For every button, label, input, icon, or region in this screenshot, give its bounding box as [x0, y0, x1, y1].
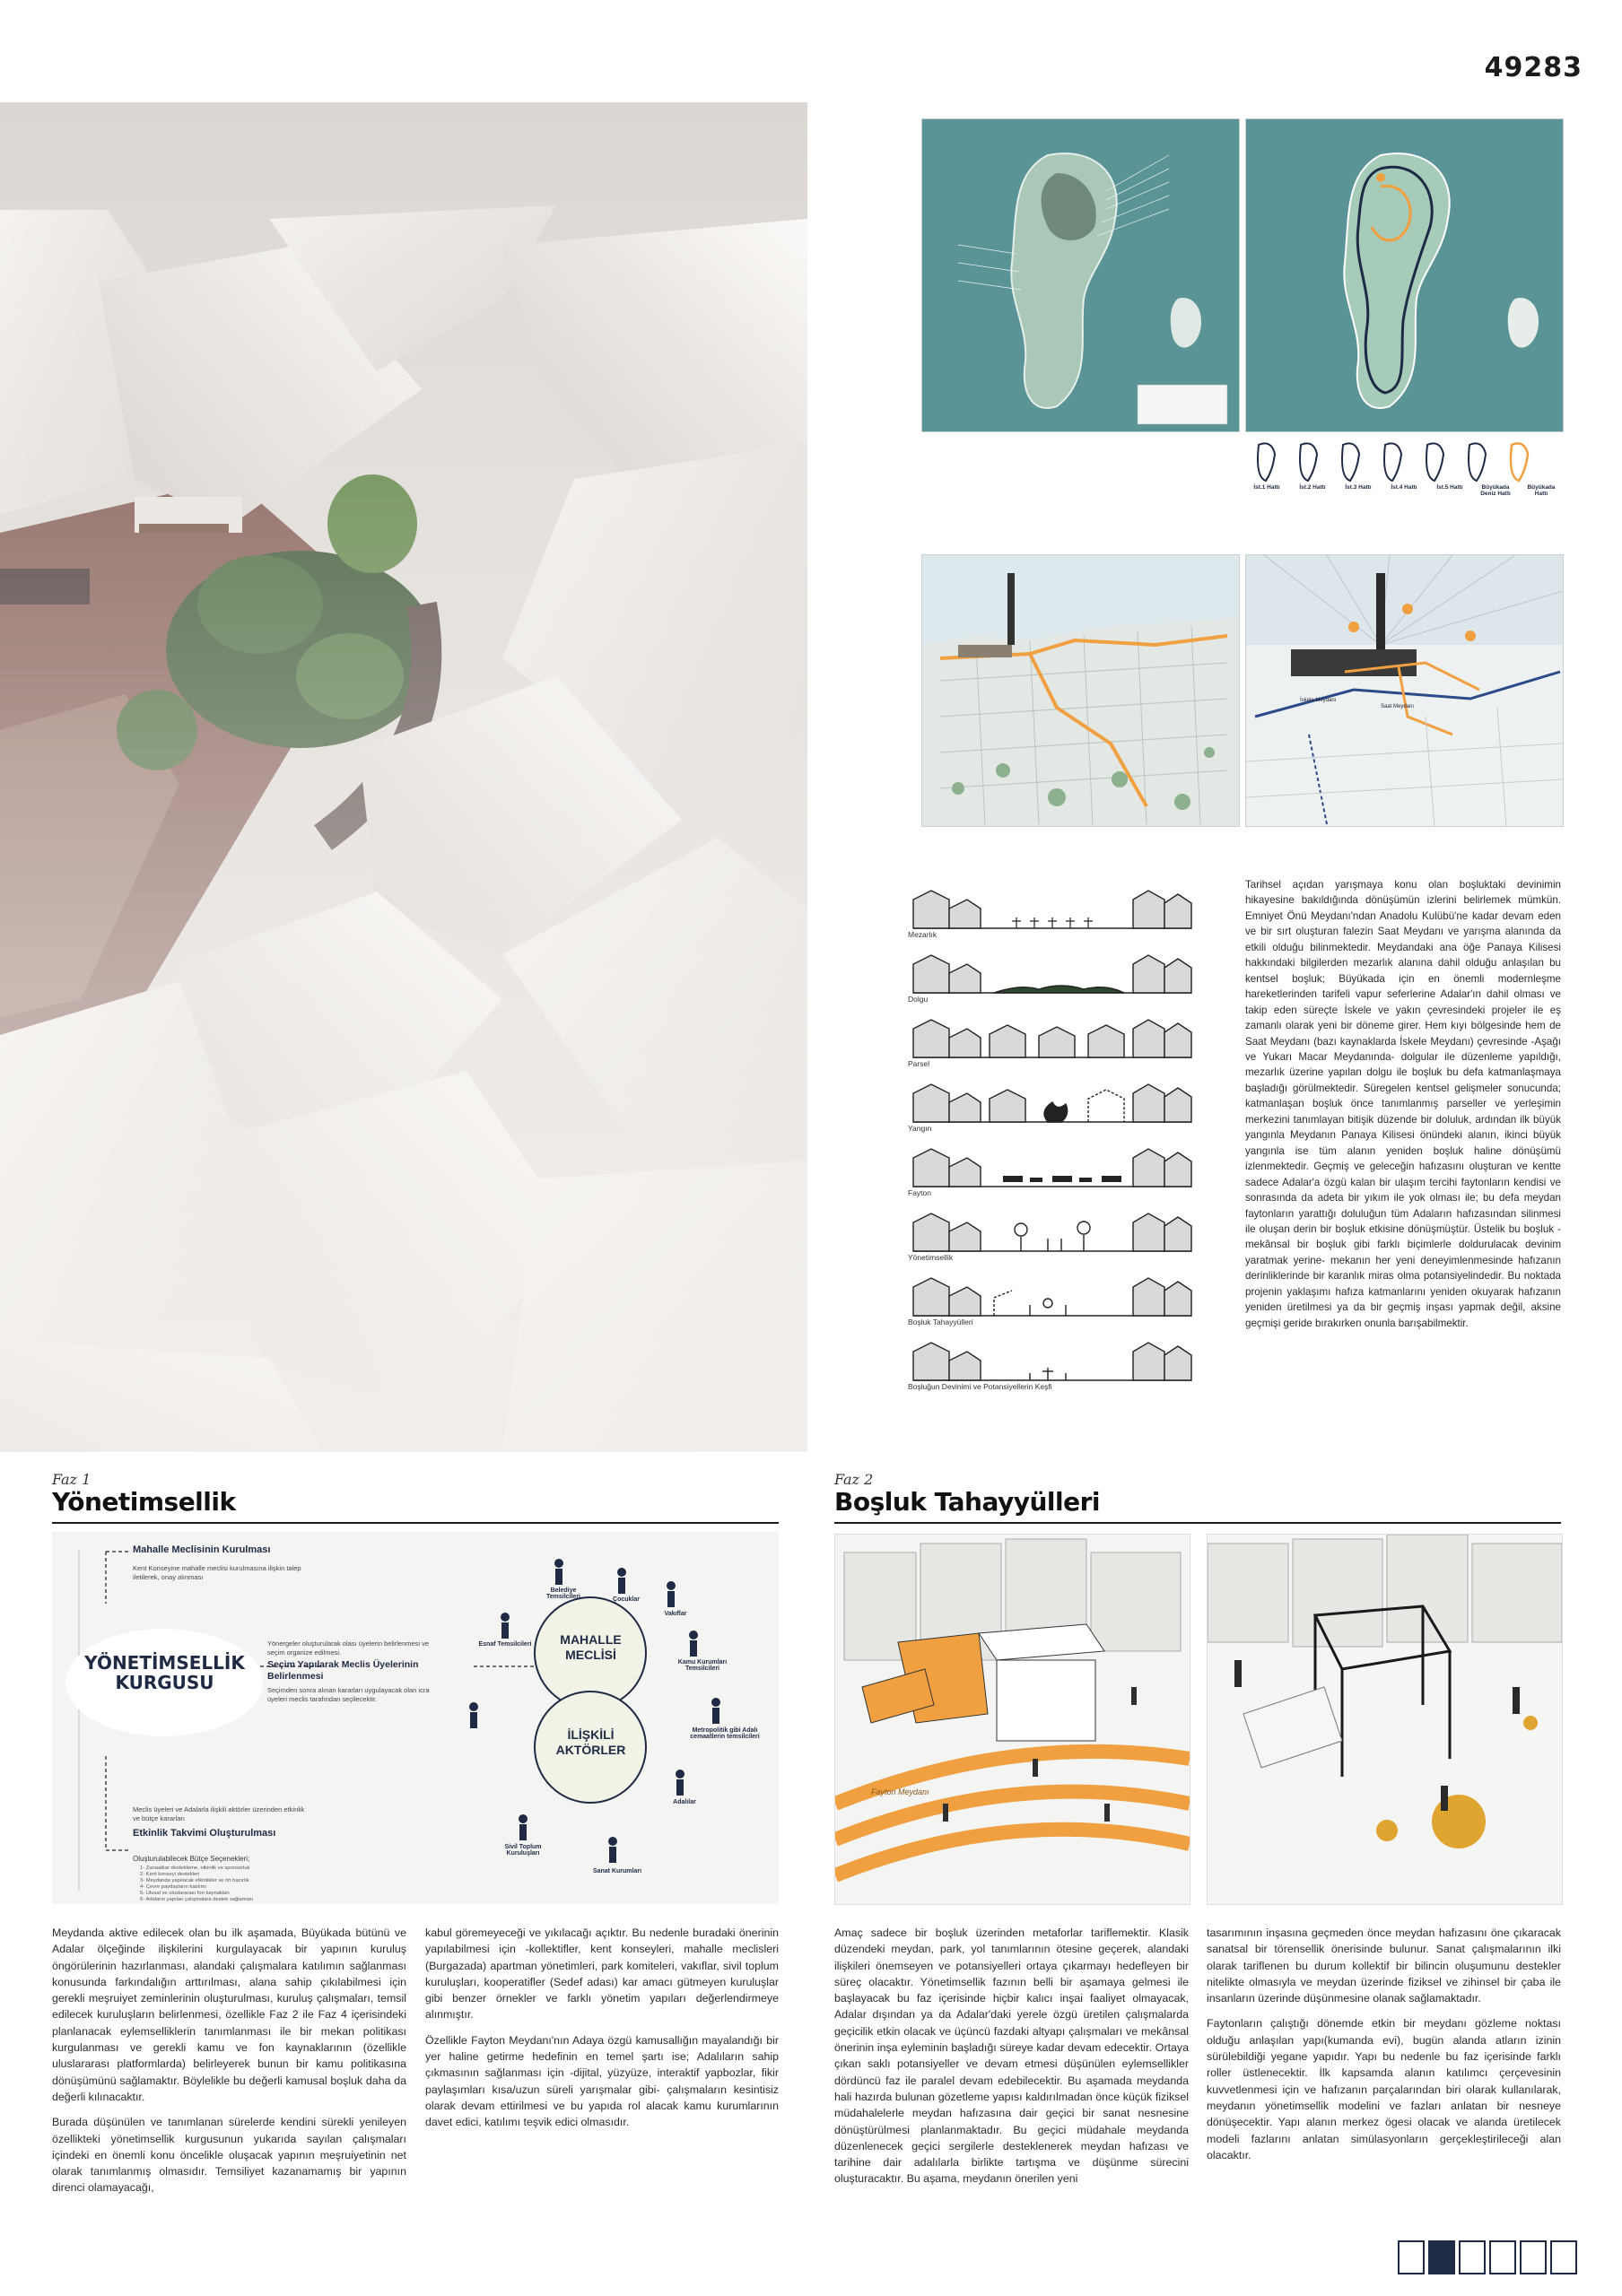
- route-legend-item: Büyükada Deniz Hattı: [1480, 484, 1511, 497]
- governance-center-title: YÖNETİMSELLİK KURGUSU: [84, 1652, 245, 1693]
- phase1-kicker: Faz 1: [52, 1471, 92, 1488]
- aerial-render: [0, 102, 807, 1452]
- phase2-illustration-right: [1207, 1534, 1563, 1905]
- route-legend-item: İst.2 Hattı: [1299, 484, 1326, 491]
- phase2-paragraph: tasarımının inşasına geçmeden önce meydan hafızasını öne çıkaracak sanatsal bir törensellik önerisinde bulunur. Sanat çalışmalarının ilki olarak tariflenen bu durum kollektif bir bilincin oluşumunu destekler nitelikte olmasıyla ve meydan üzerinde fiziksel ve zihinsel bir çaba ile insanların üzerinde düşünmesine olanak sağlamaktadır.: [1207, 1926, 1561, 2005]
- island-poi-map: [921, 118, 1240, 432]
- governance-diagram-lines: [52, 1532, 779, 1904]
- street-map-right-image: [1246, 555, 1563, 826]
- phase2-illustration-right-image: [1208, 1535, 1562, 1904]
- pager-box: [1489, 2240, 1516, 2274]
- section-label: Parsel: [908, 1059, 930, 1068]
- actor-label: Sivil Toplum Kuruluşları: [504, 1844, 542, 1857]
- step2-text: Seçimden sonra alınan kararları uygulayacak olan icra üyeleri meclis tarafından seçilecektir.: [267, 1686, 430, 1703]
- budget-item: 4- Çevre paydaşların katılımı: [140, 1884, 207, 1890]
- phase2-rule: [834, 1522, 1561, 1524]
- sheet-pager: [1398, 2240, 1577, 2274]
- phase2-text-col1: Amaç sadece bir boşluk üzerinden metaforlar tariflemektir. Klasik düzendeki meydan, park, yol tanımlarının ötesine geçerek, alandaki ilişkileri önemseyen ve potansiyelleri ortaya çıkarmayı hedefleyen bir süreç olacaktır. Yönetimsellik fazının belli bir aşamaya gelmesi ile başlayacak bu faz içerisinde hiçbir kalıcı inşai faaliyet olmayacak, Adalar dışından ya da Adalar'daki yerele özgü üretilen çalışmalarda geçicilik etkin olacak ve üçüncü fazdaki altyapı çalışmaları ve mekânsal önerinin inşa eyleminin başladığı süreye kadar devam edecektir. Ortaya çıkan saklı potansiyeller ve devam etmesi düşünülen eylemsellikler dördüncü faz ile paralel devam edebilecektir. Bu aşamada meydanda hali hazırda bulunan gözetleme yapısı kaldırılmadan önce küçük fiziksel müdahalelerle meydan hafızasına dair geçici bir sanat nesnesine dönüştürülmesi planlanmaktadır. Bu geçici müdahale meydanda düzenlenecek geçici sergilerle desteklenerek meydan hafızası ve tarihine dair adalılarla birlikte tartışma ve düşünme sürecini oluşturacaktır. Bu aşama, meydanın önerilen yeni: [834, 1926, 1189, 2186]
- governance-diagram: [52, 1532, 779, 1904]
- phase2-text-col2: [1207, 1925, 1561, 2163]
- phase2-kicker: Faz 2: [834, 1471, 874, 1488]
- route-legend: [1245, 438, 1562, 508]
- actor-label: Belediye Temsilcileri: [545, 1587, 580, 1600]
- section-label: Dolgu: [908, 995, 929, 1004]
- phase1-rule: [52, 1522, 779, 1524]
- phase1-text-col1: [52, 1925, 406, 2196]
- route-legend-item: İst.3 Hattı: [1345, 484, 1372, 491]
- sheet-number: 49283: [1484, 52, 1583, 83]
- step3-text: Oluşturulabilecek Bütçe Seçenekleri;: [133, 1855, 250, 1863]
- step2-pre: Yönergeler oluşturularak olası üyelerin belirlenmesi ve seçim organize edilmesi.: [267, 1639, 430, 1657]
- phase2-paragraph: Faytonların çalıştığı dönemde etkin bir meydanı gözleme noktası olduğu anlaşılan yapı(kumanda evi), bugün alanda atların izinin sürülebildiği yegane yapıdır. Yapı bu nedenle bu faz içerisinde farklı roller üstlenecektir. İlk kapsamda alanın katılımcı çerçevesinin kuvvetlenmesi için ve hafızanın parçalarından biri olarak kullanılarak, meydanın yönetimsellik modelini ve fazları anlatan bir nesneye dönüşecektir. Yapı alanın merkez ögesi olacak ve alanda üretilecek modeli fazlarını anlatan simülasyonların gerçekleştirileceği alan olacaktır.: [1207, 2017, 1561, 2161]
- phase1-text-col2: [425, 1925, 779, 2131]
- phase2-illustration-left-image: [835, 1535, 1190, 1904]
- route-legend-item: İst.5 Hattı: [1436, 484, 1463, 491]
- section-label: Boşluğun Devinimi ve Potansiyellerin Keşfi: [908, 1382, 1052, 1391]
- street-map-left-image: [922, 555, 1239, 826]
- pager-box: [1520, 2240, 1547, 2274]
- phase1-paragraph: Meydanda aktive edilecek olan bu ilk aşamada, Büyükada bütünü ve Adalar ölçeğinde ilişkilerini kurgulayacak bir yapının kuruluş öngörülerinin hazırlanması, alandaki çalışmalara katılımın sağlanması konusunda farkındalığın arttırılması, alana sahip çıkılabilmesi için gerekli meşruiyet zeminlerinin oluşturulması, kuruluş çalışmaları, temsil edilecek kuruluşların belirlenmesi, özellikle Faz 2 ile Faz 4 içerisindeki planlanacak eylemselliklerin tanımlanması ile bir mekan politikası kurgulanması ve gerekli kamu ve fon kaynaklarının (özellikle uluslararası platformlarda) belirleyerek bunun bir kamu politikasına dönüşümünü sağlamaktır. Böylelikle bu değerli kamusal boşluk daha da değerli kılınacaktır.: [52, 1926, 406, 2103]
- section-sequence-image: [904, 883, 1200, 1422]
- budget-item: 5- Ulusal ve uluslararası fon kaynakları: [140, 1891, 230, 1896]
- illustration-path-label: Fayton Meydanı: [871, 1787, 929, 1796]
- section-label: Fayton: [908, 1188, 931, 1197]
- actor-label: Adalılar: [673, 1799, 696, 1805]
- budget-item: 2- Kent konseyi destekleri: [140, 1872, 200, 1877]
- actors-circle-label: İLİŞKİLİ AKTÖRLER: [555, 1727, 626, 1757]
- phase2-illustration-left: [834, 1534, 1190, 1905]
- actor-label: Vakıflar: [664, 1611, 687, 1617]
- route-legend-item: İst.4 Hattı: [1391, 484, 1417, 491]
- history-text: Tarihsel açıdan yarışmaya konu olan boşluktaki devinimin hikayesine bakıldığında dönüşümün izlerini belirlemek mümkün. Emniyet Önü Meydanı'ndan Anadolu Kulübü'ne kadar devam eden ve bir sırt oluşturan falezin Saat Meydanı ve yarışma alanında da etkili olduğu bilinmektedir. Meydandaki ana öğe Panaya Kilisesi hakkındaki bilgilerden mezarlık alanına dahil olduğu anlaşılan bu kentsel boşluk; Büyükada için en önemli modernleşme hareketlerinden tarifeli vapur seferlerine Adalar'ın dahil olması ve takip eden süreçte İskele ve yakın çevresindeki projeler ile eş zamanlı olarak yeni bir döneme girer. Hem kıyı bölgesinde hem de Saat Meydanı (bazı kaynaklarda İskele Meydanı) çevresinde -Aşağı ve Yukarı Macar Meydanında- dolgular ile düzenleme yapıldığı, mezarlık üzerine yapılan dolgu ile boşluk bu defa katmanlaşmaya başladığı görülmektedir. Süregelen kentsel gelişmeler sonucunda; katmanlaşan boşluk önce tanımlanmış parseller ve yerleşimin merkezini tanımlayan bitişik düzende bir doluluk, ardından ilk büyük yangınla Meydanın Panaya Kilisesi önündeki alanın, ikinci büyük yangınla ise tüm alanın yeniden boşluk haline dönüşümü izlenmektedir. Geçmiş ve geleceğin hafızasını oluşturan ve kentte sadece Adalar'a özgü kalan bir ulaşım tercihi faytonların kendisi ve sonrasında da adeta bir yıkım ile yok olması ile; bu defa meydan faytonların yarattığı doluluğun tüm Adaların hafızasından silinmesi ile oluşan derin bir boşluk etkisine dönüşmüştür. Üstelik bu boşluk -mekânsal bir boşluk gibi farklı biçimlerle doldurulacak devinim yaratmak yerine- mekanın her yeni deneyimlenmesinde hafızanın derinliklerinde bir karanlık miras olma potansiyelindedir. Bu noktada projenin yaklaşımı hafıza katmanlarını yeniden okuyarak hafızanın yeniden üretilmesi ya da bir geçmiş inşası yapmak değil, aksine geçmişi geride bırakırken onunla barışabilmektir.: [1245, 879, 1561, 1329]
- step1-text: Kent Konseyine mahalle meclisi kurulmasına ilişkin talep iletilerek, onay alınması: [133, 1564, 301, 1581]
- actor-label: Sanat Kurumları: [592, 1868, 642, 1874]
- pager-box: [1398, 2240, 1425, 2274]
- section-sequence: [904, 883, 1200, 1422]
- island-route-map: [1245, 118, 1564, 432]
- budget-item: 3- Meydanda yapılacak etkinlikler ve ön hazırlık: [140, 1878, 249, 1883]
- route-legend-item: İst.1 Hattı: [1253, 484, 1280, 491]
- section-label: Mezarlık: [908, 930, 937, 939]
- phase1-paragraph: kabul göremeyeceği ve yıkılacağı açıktır. Bu nedenle buradaki önerinin yapılabilmesi için -kollektifler, kent konseyleri, mahalle meclisleri (Burgazada) apartman yönetimleri, park komiteleri, vakıflar, sivil toplum kuruluşları, kooperatifler (Sedef adası) kar amacı gütmeyen kuruluşlar gibi benzer örnekler ve farklı yönetim yapıları değerlendirmeye alınmıştır.: [425, 1926, 779, 2022]
- phase1-paragraph: Özellikle Fayton Meydanı'nın Adaya özgü kamusallığın mayalandığı bir yer haline getirme hedefinin en temel şartı ise; Adalıların sahip çıkmasının sağlanması için -dijital, yüzyüze, interaktif yapbozlar, fikir paylaşımları kısa/uzun süreli yarışmalar gibi- çalışmaların kesintisiz olarak devam ettirilmesi ve bu yapıda rol alacak kamu kurumlarının davet edici, katılımı teşvik edici olmasıdır.: [425, 2033, 779, 2129]
- phase2-title: Boşluk Tahayyülleri: [834, 1487, 1101, 1517]
- street-label: Saat Meydanı: [1381, 704, 1415, 709]
- phase1-paragraph: Burada düşünülen ve tanımlanan sürelerde kendini sürekli yenileyen özellikteki yönetimsellik kurgusunun yukarıda sayılan çalışmaları içindeki en önemli konu öncelikle oluşacak yapının meşruiyetinin net olarak tanımlanmış olmasıdır. Temsiliyet kazanamamış bir yapının direnci olamayacağı,: [52, 2116, 406, 2195]
- step3-title: Etkinlik Takvimi Oluşturulması: [133, 1828, 276, 1839]
- actor-label: Kamu Kurumları Temsilcileri: [677, 1659, 728, 1672]
- actor-label: Çocuklar: [613, 1596, 640, 1603]
- actor-label: Esnaf Temsilcileri: [478, 1641, 532, 1648]
- aerial-render-image: [0, 102, 807, 1452]
- council-circle-label: MAHALLE MECLİSİ: [560, 1632, 622, 1662]
- island-route-map-image: [1246, 119, 1563, 431]
- budget-item: 6- Adaların yapılan çalışmalara destek sağlaması: [140, 1897, 254, 1902]
- phase1-title: Yönetimsellik: [52, 1487, 236, 1517]
- street-label: İskele Meydanı: [1300, 698, 1337, 703]
- pager-box-active: [1428, 2240, 1455, 2274]
- pager-box: [1459, 2240, 1486, 2274]
- step2-title: Seçim Yapılarak Meclis Üyelerinin Belirlenmesi: [267, 1659, 419, 1682]
- route-legend-image: [1245, 438, 1562, 508]
- step1-title: Mahalle Meclisinin Kurulması: [133, 1544, 271, 1555]
- budget-list: [140, 1866, 409, 1903]
- actor-label: Metropolitik gibi Adalı cemaatlerin temsilcileri: [690, 1727, 760, 1740]
- route-legend-item: Büyükada Hattı: [1527, 484, 1556, 497]
- pager-box: [1550, 2240, 1577, 2274]
- section-label: Yangın: [908, 1124, 932, 1133]
- street-map-right: [1245, 554, 1564, 827]
- section-label: Boşluk Tahayyülleri: [908, 1318, 973, 1326]
- section-label: Yönetimsellik: [908, 1253, 954, 1262]
- budget-item: 1- Zanaatkar destekleme, etkinlik ve sponsorluk: [140, 1866, 250, 1871]
- island-poi-map-image: [922, 119, 1239, 431]
- step3-pre: Meclis üyeleri ve Adalarla ilişkili aktörler üzerinden etkinlik ve bütçe kararları: [133, 1805, 305, 1822]
- street-map-left: [921, 554, 1240, 827]
